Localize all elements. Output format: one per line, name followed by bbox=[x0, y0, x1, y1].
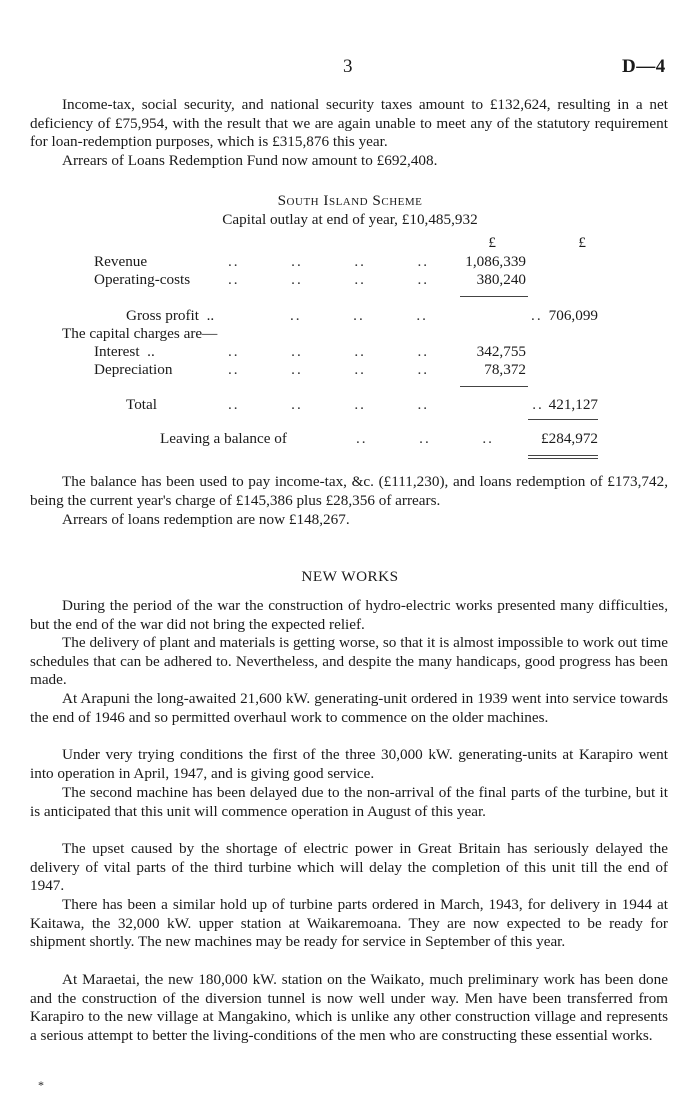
currency-header-2: £ bbox=[578, 234, 586, 251]
currency-header-1: £ bbox=[488, 234, 496, 251]
capital-charges-label: The capital charges are— bbox=[62, 325, 218, 342]
gross-profit-label: Gross profit .. bbox=[126, 307, 215, 324]
dot-leader: .. .. .. .. bbox=[228, 361, 430, 378]
double-rule-top bbox=[528, 455, 598, 456]
scheme-subtitle: Capital outlay at end of year, £10,485,932 bbox=[222, 211, 478, 228]
balance-label: Leaving a balance of bbox=[160, 430, 287, 447]
body-paragraph: The second machine has been delayed due to the non-arrival of the final parts of the turbine, but it is anticipated that this unit will commence operation in August of this year. bbox=[30, 784, 668, 820]
page-number: 3 bbox=[343, 56, 353, 77]
body-paragraph: The delivery of plant and materials is getting worse, so that it is almost impossible to work out time schedules that can be adhered to. Nevertheless, and despite the many handicaps, good progress has been made. bbox=[30, 634, 668, 689]
footer-mark: * bbox=[38, 1078, 44, 1092]
operating-costs-value: 380,240 bbox=[476, 271, 526, 288]
revenue-value: 1,086,339 bbox=[465, 253, 526, 270]
subtotal-rule bbox=[460, 386, 528, 387]
balance-paragraph: The balance has been used to pay income-tax, &c. (£111,230), and loans redemption of £173,742, being the current year's charge of £145,386 plus £28,356 of arrears. bbox=[30, 473, 668, 509]
depreciation-label: Depreciation bbox=[94, 361, 173, 378]
dot-leader: .. .. .. .. bbox=[290, 307, 543, 324]
scheme-title: South Island Scheme bbox=[277, 192, 423, 209]
body-paragraph: At Arapuni the long-awaited 21,600 kW. generating-unit ordered in 1939 went into service towards the end of 1946 and so permitted overhaul work to commence on the older machines. bbox=[30, 690, 668, 726]
body-paragraph: At Maraetai, the new 180,000 kW. station on the Waikato, much preliminary work has been done and the construction of the diversion tunnel is now well under way. Men have been transferred from Karapiro to the new village at Mangakino, which is unlike any other construction village and represents a serious attempt to better the living-conditions of the men who are constructing these essential works. bbox=[30, 971, 668, 1044]
total-label: Total bbox=[126, 396, 157, 413]
intro-paragraph: Income-tax, social security, and national security taxes amount to £132,624, resulting in a net deficiency of £75,954, with the result that we are again unable to meet any of the statutory requirement for loan-redemption purposes, which is £315,876 this year. bbox=[30, 96, 668, 151]
total-value: 421,127 bbox=[548, 396, 598, 413]
arrears-paragraph: Arrears of Loans Redemption Fund now amount to £692,408. bbox=[62, 152, 438, 169]
total-rule bbox=[528, 419, 598, 420]
operating-costs-label: Operating-costs bbox=[94, 271, 191, 288]
balance-value: £284,972 bbox=[541, 430, 598, 447]
body-paragraph: The upset caused by the shortage of electric power in Great Britain has seriously delayed the delivery of vital parts of the third turbine which will delay the completion of this unit till the end of 1947. bbox=[30, 840, 668, 895]
body-paragraph: During the period of the war the construction of hydro-electric works presented many difficulties, but the end of the war did not bring the expected relief. bbox=[30, 597, 668, 633]
depreciation-value: 78,372 bbox=[484, 361, 526, 378]
interest-value: 342,755 bbox=[476, 343, 526, 360]
interest-label: Interest .. bbox=[94, 343, 155, 360]
revenue-label: Revenue bbox=[94, 253, 148, 270]
body-paragraph: Under very trying conditions the first of the three 30,000 kW. generating-units at Karapiro went into operation in April, 1947, and is giving good service. bbox=[30, 746, 668, 782]
section-title: NEW WORKS bbox=[301, 568, 399, 585]
body-paragraph: There has been a similar hold up of turbine parts ordered in March, 1943, for delivery in 1944 at Kaitawa, the 32,000 kW. upper station at Waikaremoana. They are now expected to be ready for shipment shortly. The new machines may be ready for service in September of this year. bbox=[30, 896, 668, 951]
dot-leader: .. .. .. .. bbox=[228, 253, 430, 270]
subtotal-rule bbox=[460, 296, 528, 297]
dot-leader: .. .. .. bbox=[356, 430, 494, 447]
dot-leader: .. .. .. .. .. bbox=[228, 396, 544, 413]
document-code: D—4 bbox=[622, 56, 666, 77]
double-rule-bottom bbox=[528, 458, 598, 459]
dot-leader: .. .. .. .. bbox=[228, 271, 430, 288]
gross-profit-value: 706,099 bbox=[548, 307, 598, 324]
loans-arrears-paragraph: Arrears of loans redemption are now £148,267. bbox=[62, 511, 350, 528]
dot-leader: .. .. .. .. bbox=[228, 343, 430, 360]
